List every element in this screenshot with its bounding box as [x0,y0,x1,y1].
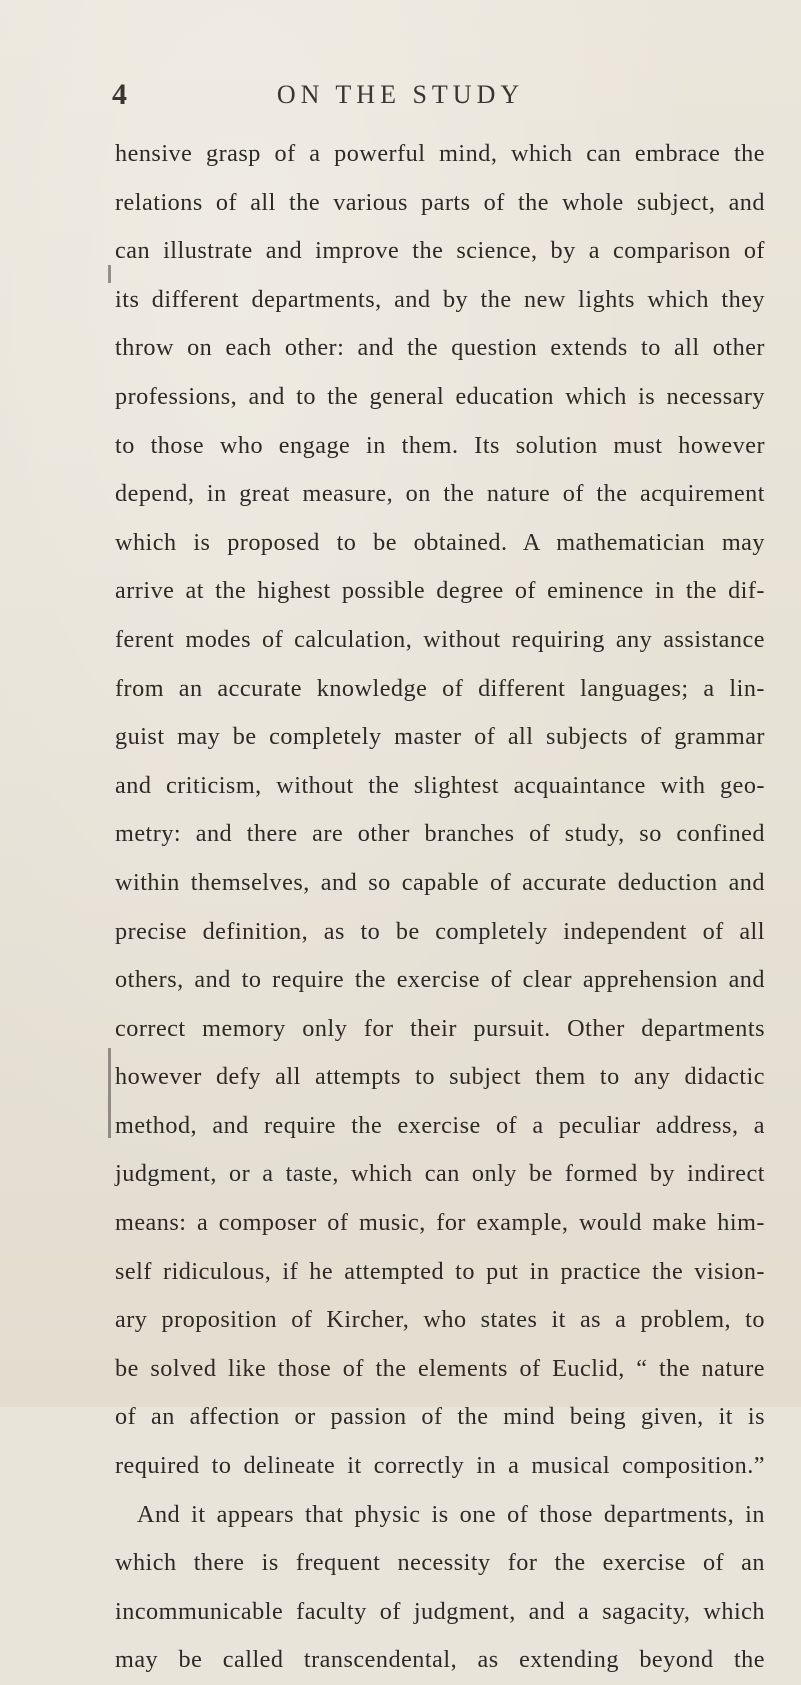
text-line: correct memory only for their pursuit. Other departments [115,1014,765,1042]
text-line: from an accurate knowledge of different languages; a lin- [115,674,765,702]
text-line: of an affection or passion of the mind being given, it is [115,1403,765,1431]
text-line: which there is frequent necessity for the exercise of an [115,1549,765,1577]
text-line: which is proposed to be obtained. A mathematician may [115,528,765,556]
margin-mark [108,265,111,283]
text-line: incommunicable faculty of judgment, and a sagacity, which [115,1597,765,1625]
text-line: required to delineate it correctly in a musical composition.” [115,1452,765,1480]
text-line: judgment, or a taste, which can only be formed by indirect [115,1160,765,1188]
text-line: professions, and to the general education which is necessary [115,382,765,410]
text-line: relations of all the various parts of the whole subject, and [115,188,765,216]
text-line: can illustrate and improve the science, by a comparison of [115,237,765,265]
page-header [0,78,801,118]
text-line: however defy all attempts to subject them to any didactic [115,1063,765,1091]
text-line: may be called transcendental, as extending beyond the [115,1646,765,1674]
text-line: throw on each other: and the question extends to all other [115,334,765,362]
body-text [115,130,765,1685]
paragraph-start-line: And it appears that physic is one of those departments, in [137,1500,765,1528]
text-line: be solved like those of the elements of Euclid, “ the nature [115,1354,765,1382]
text-line: arrive at the highest possible degree of eminence in the dif- [115,577,765,605]
text-line: within themselves, and so capable of accurate deduction and [115,868,765,896]
text-line: to those who engage in them. Its solution must however [115,431,765,459]
text-line: and criticism, without the slightest acquaintance with geo- [115,771,765,799]
text-line: means: a composer of music, for example, would make him- [115,1209,765,1237]
text-line: its different departments, and by the new lights which they [115,285,765,313]
page-number: 4 [112,78,127,111]
text-line: depend, in great measure, on the nature of the acquirement [115,480,765,508]
text-line: method, and require the exercise of a peculiar address, a [115,1111,765,1139]
text-line: self ridiculous, if he attempted to put in practice the vision- [115,1257,765,1285]
text-line: guist may be completely master of all subjects of grammar [115,723,765,751]
text-line: ary proposition of Kircher, who states it as a problem, to [115,1306,765,1334]
text-line: ferent modes of calculation, without requiring any assistance [115,625,765,653]
margin-mark [108,1048,111,1138]
text-line: precise definition, as to be completely independent of all [115,917,765,945]
text-line: hensive grasp of a powerful mind, which can embrace the [115,140,765,167]
running-head: ON THE STUDY [276,80,525,109]
text-line: others, and to require the exercise of clear apprehension and [115,966,765,994]
text-line: metry: and there are other branches of study, so confined [115,820,765,848]
